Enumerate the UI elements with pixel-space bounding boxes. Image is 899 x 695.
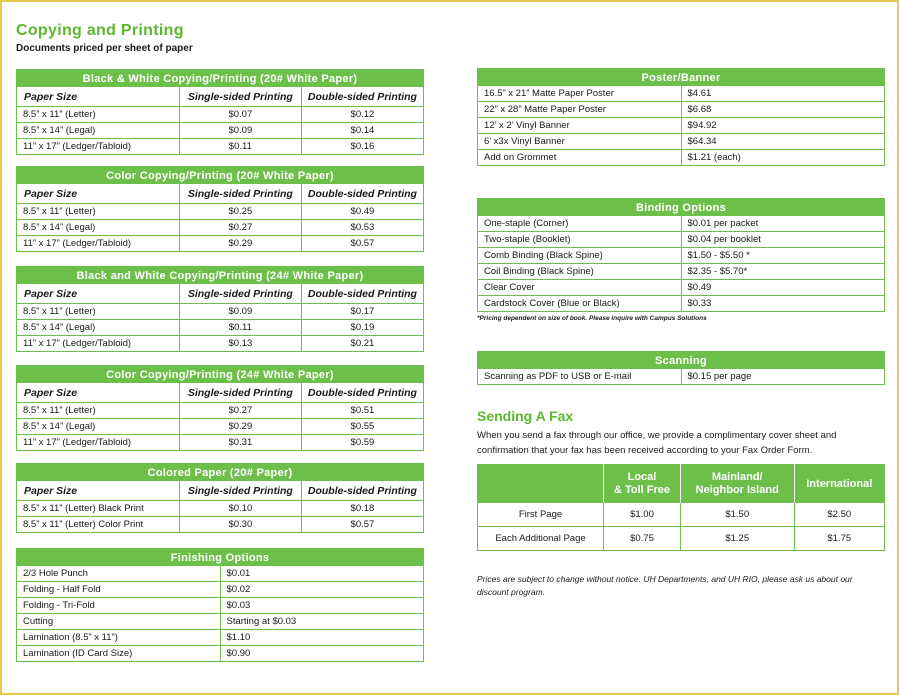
poster-section <box>477 68 885 166</box>
fax-price-cell: $1.25 <box>680 527 794 551</box>
price-cell: $1.21 (each) <box>681 150 885 166</box>
finishing-table <box>16 548 424 662</box>
price-cell: $0.57 <box>301 517 423 533</box>
price-cell: $4.61 <box>681 86 885 102</box>
price-cell: $0.04 per booklet <box>681 232 885 248</box>
column-header: Double-sided Printing <box>301 481 423 501</box>
price-cell: $0.21 <box>301 336 423 352</box>
item-label: Lamination (ID Card Size) <box>23 648 133 659</box>
column-header: Single-sided Printing <box>179 481 301 501</box>
table-row <box>478 118 885 134</box>
price-cell: $0.31 <box>179 435 301 451</box>
table-row <box>17 517 424 533</box>
column-header: Single-sided Printing <box>179 383 301 403</box>
table-row <box>17 336 424 352</box>
price-cell: $0.13 <box>179 336 301 352</box>
table-row <box>478 264 885 280</box>
item-label: Two-staple (Booklet) <box>478 232 682 248</box>
item-label: Clear Cover <box>478 280 682 296</box>
price-cell: $2.35 - $5.70* <box>681 264 885 280</box>
page-title: Copying and Printing <box>16 22 184 39</box>
item-label: 8.5” x 14” (Legal) <box>17 123 180 139</box>
item-label: 8.5” x 11” (Letter) Color Print <box>23 519 144 530</box>
item-label: Lamination (8.5” x 11”) <box>17 630 221 646</box>
price-cell: $1.10 <box>220 630 424 646</box>
table-row <box>17 566 424 582</box>
scanning-table <box>477 351 885 385</box>
item-label: 8.5” x 11” (Letter) <box>17 107 180 123</box>
section-title: Color Copying/Printing (24# White Paper) <box>17 366 424 384</box>
column-header: Single-sided Printing <box>179 184 301 204</box>
price-cell: $0.07 <box>179 107 301 123</box>
section-title: Binding Options <box>478 199 885 217</box>
item-label: Folding - Half Fold <box>17 582 221 598</box>
binding-note: *Pricing dependent on size of book. Please inquire with Campus Solutions <box>477 315 707 322</box>
price-cell: $0.02 <box>220 582 424 598</box>
item-label: Add on Grommet <box>484 152 557 163</box>
fax-column-header: Mainland/ Neighbor Island <box>680 465 794 504</box>
price-cell: $0.29 <box>179 236 301 252</box>
item-label: Cardstock Cover (Blue or Black) <box>484 298 620 309</box>
price-cell: $0.55 <box>301 419 423 435</box>
item-label: Folding - Tri-Fold <box>17 598 221 614</box>
colored-section <box>16 463 424 533</box>
table-row <box>17 646 424 662</box>
section-title: Scanning <box>478 352 885 370</box>
binding-section <box>477 198 885 322</box>
price-cell: $0.14 <box>301 123 423 139</box>
color24-table <box>16 365 424 451</box>
table-row <box>478 527 885 551</box>
table-row <box>478 216 885 232</box>
table-row <box>17 403 424 419</box>
colored-paper-table <box>16 463 424 533</box>
table-row <box>17 582 424 598</box>
fax-description: When you send a fax through our office, we provide a complimentary cover sheet and confirmation that your fax has been received according to your Fax Order Form. <box>477 430 837 456</box>
column-header: Paper Size <box>17 383 180 403</box>
item-label: 22” x 28” Matte Paper Poster <box>478 102 682 118</box>
price-cell: $0.53 <box>301 220 423 236</box>
fax-corner-cell <box>478 465 604 504</box>
table-row <box>17 107 424 123</box>
section-title: Black and White Copying/Printing (24# White Paper) <box>17 267 424 285</box>
fax-column-header: Local & Toll Free <box>603 465 680 504</box>
price-cell: $0.33 <box>681 296 885 312</box>
price-cell: $0.19 <box>301 320 423 336</box>
item-label: 8.5” x 11” (Letter) <box>17 204 180 220</box>
item-label: 8.5” x 14” (Legal) <box>17 419 180 435</box>
section-title: Poster/Banner <box>478 69 885 87</box>
table-row <box>17 630 424 646</box>
column-header: Single-sided Printing <box>179 284 301 304</box>
column-header: Double-sided Printing <box>301 184 423 204</box>
section-title: Colored Paper (20# Paper) <box>17 464 424 482</box>
item-label: 8.5” x 14” (Legal) <box>17 220 180 236</box>
item-label: 11” x 17” (Ledger/Tabloid) <box>23 238 132 249</box>
table-row <box>17 304 424 320</box>
column-header: Double-sided Printing <box>301 87 423 107</box>
section-title: Finishing Options <box>17 549 424 567</box>
fax-price-cell: $0.75 <box>603 527 680 551</box>
item-label: 12’ x 2’ Vinyl Banner <box>478 118 682 134</box>
fax-price-cell: $1.00 <box>603 503 680 527</box>
table-row <box>17 435 424 451</box>
item-label: 2/3 Hole Punch <box>17 566 221 582</box>
table-row <box>478 150 885 166</box>
price-cell: $0.90 <box>220 646 424 662</box>
price-cell: $0.15 per page <box>681 369 885 385</box>
column-header: Paper Size <box>17 481 180 501</box>
section-title: Color Copying/Printing (20# White Paper) <box>17 167 424 185</box>
table-row <box>478 134 885 150</box>
table-row <box>17 123 424 139</box>
item-label: 8.5” x 11” (Letter) <box>17 403 180 419</box>
price-cell: $1.50 - $5.50 * <box>681 248 885 264</box>
finishing-section <box>16 548 424 662</box>
price-cell: $0.18 <box>301 501 423 517</box>
price-cell: $0.27 <box>179 220 301 236</box>
table-row <box>478 232 885 248</box>
price-cell: $94.92 <box>681 118 885 134</box>
price-cell: $0.10 <box>179 501 301 517</box>
table-row <box>17 614 424 630</box>
table-row <box>478 86 885 102</box>
price-cell: $0.29 <box>179 419 301 435</box>
price-cell: $0.12 <box>301 107 423 123</box>
fax-section <box>477 408 885 551</box>
table-row <box>17 419 424 435</box>
price-cell: $0.27 <box>179 403 301 419</box>
bw24-table <box>16 266 424 352</box>
binding-table <box>477 198 885 312</box>
price-cell: $0.25 <box>179 204 301 220</box>
color20-section <box>16 166 424 252</box>
price-cell: $0.16 <box>301 139 423 155</box>
color20-table <box>16 166 424 252</box>
table-row <box>17 598 424 614</box>
price-cell: $0.49 <box>681 280 885 296</box>
item-label: Comb Binding (Black Spine) <box>478 248 682 264</box>
bw24-section <box>16 266 424 352</box>
price-cell: $0.11 <box>179 139 301 155</box>
column-header: Paper Size <box>17 184 180 204</box>
item-label: Cutting <box>17 614 221 630</box>
fax-table <box>477 464 885 551</box>
fax-column-header: International <box>794 465 884 504</box>
fax-row-label: Each Additional Page <box>495 533 586 544</box>
item-label: One-staple (Corner) <box>478 216 682 232</box>
column-header: Double-sided Printing <box>301 284 423 304</box>
fax-price-cell: $2.50 <box>794 503 884 527</box>
price-cell: $0.59 <box>301 435 423 451</box>
item-label: 8.5” x 14” (Legal) <box>17 320 180 336</box>
price-cell: $0.30 <box>179 517 301 533</box>
price-cell: $0.09 <box>179 123 301 139</box>
price-cell: $0.03 <box>220 598 424 614</box>
table-row <box>478 369 885 385</box>
item-label: 6’ x3x Vinyl Banner <box>478 134 682 150</box>
table-row <box>478 296 885 312</box>
disclaimer-section <box>477 573 885 599</box>
table-row <box>17 220 424 236</box>
item-label: 16.5” x 21” Matte Paper Poster <box>478 86 682 102</box>
price-cell: $0.11 <box>179 320 301 336</box>
table-row <box>478 102 885 118</box>
table-row <box>478 248 885 264</box>
item-label: Scanning as PDF to USB or E-mail <box>484 371 632 382</box>
price-cell: $64.34 <box>681 134 885 150</box>
poster-table <box>477 68 885 166</box>
item-label: 11” x 17” (Ledger/Tabloid) <box>23 141 132 152</box>
table-row <box>17 139 424 155</box>
price-cell: Starting at $0.03 <box>220 614 424 630</box>
item-label: 11” x 17” (Ledger/Tabloid) <box>23 437 132 448</box>
color24-section <box>16 365 424 451</box>
left-column <box>16 22 424 659</box>
bw20-table <box>16 69 424 155</box>
price-cell: $0.09 <box>179 304 301 320</box>
fax-row-label: First Page <box>478 503 604 527</box>
price-cell: $0.57 <box>301 236 423 252</box>
column-header: Double-sided Printing <box>301 383 423 403</box>
table-row <box>17 236 424 252</box>
price-cell: $0.17 <box>301 304 423 320</box>
item-label: 8.5” x 11” (Letter) Black Print <box>17 501 180 517</box>
table-row <box>478 280 885 296</box>
section-title: Black & White Copying/Printing (20# White Paper) <box>17 70 424 88</box>
column-header: Paper Size <box>17 284 180 304</box>
fax-price-cell: $1.75 <box>794 527 884 551</box>
table-row <box>17 501 424 517</box>
item-label: 8.5” x 11” (Letter) <box>17 304 180 320</box>
price-cell: $0.01 per packet <box>681 216 885 232</box>
table-row <box>478 503 885 527</box>
item-label: 11” x 17” (Ledger/Tabloid) <box>23 338 132 349</box>
item-label: Coil Binding (Black Spine) <box>478 264 682 280</box>
column-header: Paper Size <box>17 87 180 107</box>
table-row <box>17 204 424 220</box>
scanning-section <box>477 351 885 385</box>
table-row <box>17 320 424 336</box>
page-subtitle: Documents priced per sheet of paper <box>16 43 193 54</box>
disclaimer: Prices are subject to change without notice. UH Departments, and UH RIO, please ask us about our discount program. <box>477 574 853 597</box>
fax-title: Sending A Fax <box>477 408 574 424</box>
bw20-section <box>16 69 424 155</box>
price-cell: $0.01 <box>220 566 424 582</box>
price-cell: $0.51 <box>301 403 423 419</box>
price-cell: $6.68 <box>681 102 885 118</box>
fax-price-cell: $1.50 <box>680 503 794 527</box>
price-cell: $0.49 <box>301 204 423 220</box>
column-header: Single-sided Printing <box>179 87 301 107</box>
